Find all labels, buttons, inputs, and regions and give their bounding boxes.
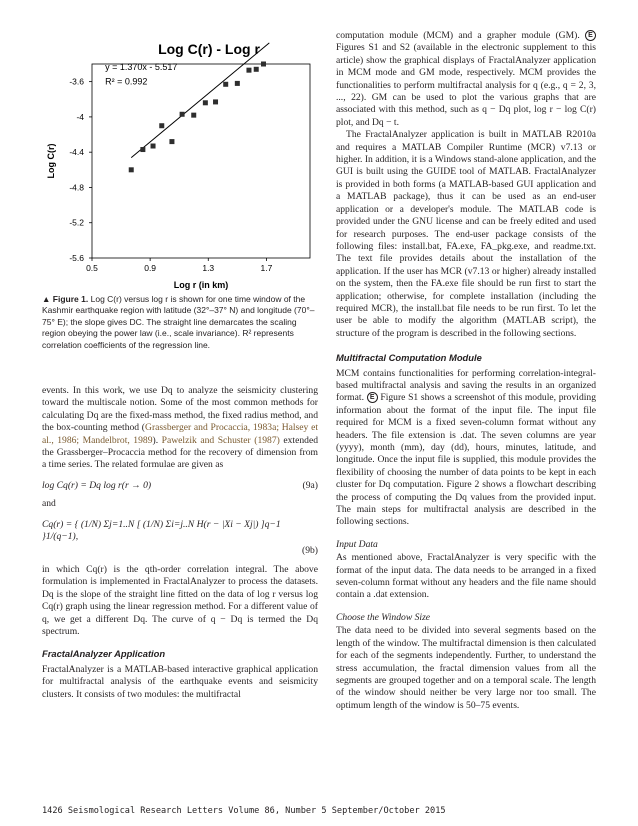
y-tick-label: -5.6	[69, 253, 84, 263]
paragraph-input-data: As mentioned above, FractalAnalyzer is very specific with the format of the input data. The data needs to be arranged in a fixed seven-column format without any headers and the file name should contain a .dat extension.	[336, 552, 596, 601]
electronic-supplement-icon[interactable]: E	[585, 30, 596, 41]
x-tick-label: 0.5	[86, 263, 98, 273]
regression-equation: y = 1.370x - 5.517	[105, 62, 178, 73]
text-and: and	[42, 498, 56, 510]
x-tick-label: 1.3	[202, 263, 215, 273]
plot-frame	[92, 64, 310, 258]
paragraph-window-size: The data need to be divided into several segments based on the length of the window. The multifractal dimension is then calculated for each of the segments independently. Further, to understand the stress accumulation, the fractal dimension values from all the segments are grouped together and on a temporal scale. The length of the window should neither be very large nor too small. The optimum length of the window is 50–75 events.	[336, 625, 596, 711]
citation-link[interactable]: Pawelzik and Schuster (1987)	[161, 434, 280, 446]
caption-triangle-icon: ▲	[42, 294, 51, 304]
data-point	[159, 123, 164, 128]
data-point	[223, 82, 228, 87]
citation-link[interactable]: Grassberger and Procaccia, 1983a; Halsey et al., 1986; Mandelbrot, 1989	[42, 422, 318, 446]
chart-title: Log C(r) - Log r	[158, 41, 260, 57]
right-column	[336, 30, 596, 712]
data-point	[254, 67, 259, 72]
regression-r2: R² = 0.992	[105, 76, 148, 87]
caption-label: Figure 1.	[52, 294, 89, 304]
y-tick-label: -3.6	[69, 76, 84, 87]
caption-text: Log C(r) versus log r is shown for one time window of the Kashmir earthquake region with latitude (32°–37° N) and longitude (70°–75° E); the slope gives DC. The straight line demarcates the scaling region obeying the power law (i.e., scale invariance). R² represents correlation coefficients of the regression line.	[42, 294, 315, 350]
data-point	[261, 62, 266, 67]
figure-1-caption	[42, 294, 322, 351]
y-tick-label: -4	[76, 111, 84, 122]
paragraph-matlab: The FractalAnalyzer application is built in MATLAB R2010a and requires a MATLAB Compiler Runtime (MCR) v7.13 or higher. In addition, it is a Windows stand-alone application, and the GUI is built using the GUIDE tool of MATLAB. FractalAnalyzer is provided in both forms (a MATLAB-based GUI application and a MATLAB package), thus it can be used as an end-user application or a developer's module. The MATLAB code is provided under the GNU license and can be freely edited and used for research purposes. The end-user package consists of the following files: install.bat, FA.exe, FA_pkg.exe, and readme.txt. The text file provides details about the installation of the application. If the user has MCR (v7.13 or higher) already installed on the system, then the FA.exe file should be run first to start the application; otherwise, for complete installation (including the required MCR), the install.bat file needs to be run first. To let the user be able to modify the algorithm (MATLAB script), the structure of the program is described in the following sections.	[336, 129, 596, 339]
regression-line	[131, 43, 269, 158]
paragraph-application: FractalAnalyzer is a MATLAB-based interactive graphical application for multifractal analysis of the earthquake events and seismicity clusters. It consists of two modules: the multifractal	[42, 663, 318, 700]
chart-plot-area	[46, 41, 310, 290]
data-point	[203, 100, 208, 105]
data-point	[151, 144, 156, 149]
page-footer: 1426 Seismological Research Letters Volume 86, Number 5 September/October 2015	[42, 806, 446, 816]
data-point	[235, 81, 240, 86]
data-point	[129, 167, 134, 172]
figure-1-chart	[42, 38, 322, 290]
y-tick-label: -4.4	[69, 147, 84, 158]
paragraph-modules: computation module (MCM) and a grapher module (GM). E Figures S1 and S2 (available in the electronic supplement to this article) show the graphical displays of FractalAnalyzer application in MCM mode and GM mode, respectively. MCM provides the functionalities to perform multifractal analysis for q (e.g., q = 2, 3, ..., 22). GM can be used to plot the various graphs that are associated with this method, such as q − Dq plot, log r − log C(r) plot, and Dq − t.	[336, 30, 596, 128]
data-point	[180, 112, 185, 117]
equation-9b: Cq(r) = { (1/N) Σj=1..N [ (1/N) Σi=j..N H(r − |Xi − Xj|) ]q−1 }1/(q−1),	[42, 518, 281, 543]
paragraph-correlation-integral: in which Cq(r) is the qth-order correlation integral. The above formulation is implemented in FractalAnalyzer to process the datasets. Dq is the slope of the straight line fitted on the data of log r versus log Cq(r) graph using the linear regression method. For a different value of q, we get a different Dq. The curve of q − Dq is termed the Dq spectrum.	[42, 563, 318, 637]
equation-9b-number: (9b)	[302, 545, 318, 557]
section-title-fractalanalyzer: FractalAnalyzer Application	[42, 648, 166, 660]
data-point	[213, 99, 218, 104]
y-tick-label: -4.8	[69, 182, 84, 193]
subsection-window-size: Choose the Window Size	[336, 611, 431, 623]
left-column	[42, 385, 318, 701]
data-point	[246, 68, 251, 73]
data-point	[191, 113, 196, 118]
paragraph-mcm: MCM contains functionalities for performing correlation-integral-based multifractal analysis and saving the results in an organized format. E Figure S1 shows a screenshot of this module, providing information about the format of the input file. The input file required for MCM is a fixed seven-column format without any headers. The file extension is .dat. The seven columns are year (yyyy), month (mm), day (dd), hours, minutes, latitude, and longitude. Once the input file is supplied, this module provides the flexibility of choosing the number of data points to be kept in each cluster for Dq computation. Figure 2 shows a flowchart describing the process of computing the Dq values from the provided input. The main steps for multifractal analysis are described in the following sections.	[336, 367, 597, 528]
x-tick-label: 1.7	[260, 263, 273, 273]
y-axis-label: Log C(r)	[46, 143, 56, 179]
x-axis-label: Log r (in km)	[173, 280, 229, 290]
data-point	[169, 139, 174, 144]
electronic-supplement-icon[interactable]: E	[367, 392, 378, 403]
y-tick-label: -5.2	[69, 217, 84, 228]
data-point	[140, 147, 145, 152]
paragraph-methods: events. In this work, we use Dq to analyze the seismicity clustering toward the multiscale notion. Some of the most common methods for calculating Dq are the fixed-mass method, the fixed radius method, and the box-counting method (Grassberger and Procaccia, 1983a; Halsey et al., 1986; Mandelbrot, 1989). Pawelzik and Schuster (1987) extended the Grassberger–Procaccia method for the recovery of dimension from a time series. The related formulae are given as	[42, 385, 318, 471]
equation-9a: log Cq(r) = Dq log r(r → 0) (9a)	[42, 479, 318, 491]
section-title-mcm: Multifractal Computation Module	[336, 352, 482, 364]
subsection-input-data: Input Data	[336, 538, 378, 550]
x-tick-label: 0.9	[144, 263, 157, 273]
